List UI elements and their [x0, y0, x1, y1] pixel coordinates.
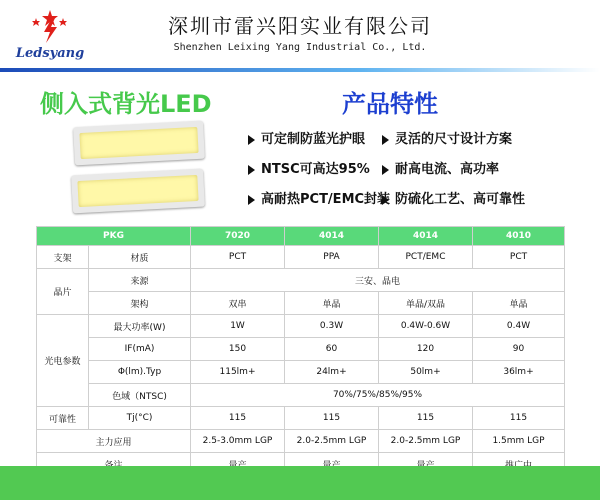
company-name-cn: 深圳市雷兴阳实业有限公司 — [168, 14, 432, 38]
value-cell: 0.3W — [285, 315, 379, 338]
value-cell: PCT — [473, 246, 565, 269]
table-row — [37, 292, 565, 315]
row-label: 架构 — [89, 292, 191, 315]
product-title: 侧入式背光LED — [40, 90, 212, 118]
table-row — [37, 315, 565, 338]
value-cell: 70%/75%/85%/95% — [191, 384, 565, 407]
value-cell: PCT — [191, 246, 285, 269]
company-logo — [8, 8, 92, 64]
value-cell: 单晶 — [473, 292, 565, 315]
value-cell: 115 — [191, 407, 285, 430]
value-cell: 36lm+ — [473, 361, 565, 384]
row-label: 最大功率(W) — [89, 315, 191, 338]
header-cell: 4014 — [285, 227, 379, 246]
header-cell: 4010 — [473, 227, 565, 246]
header-divider — [0, 68, 600, 72]
table-row — [37, 384, 565, 407]
table-row — [37, 430, 565, 453]
table-row — [37, 361, 565, 384]
value-cell: 115 — [379, 407, 473, 430]
features-title: 产品特性 — [342, 90, 438, 118]
value-cell: 120 — [379, 338, 473, 361]
logo-text: Ledsyang — [15, 46, 85, 61]
led-product-image-1 — [73, 121, 205, 166]
led-product-image-2 — [71, 169, 205, 214]
value-cell: 单晶 — [285, 292, 379, 315]
value-cell: 2.0-2.5mm LGP — [379, 430, 473, 453]
value-cell: 0.4W-0.6W — [379, 315, 473, 338]
value-cell: 2.0-2.5mm LGP — [285, 430, 379, 453]
feature-item: NTSC可高达95% — [248, 158, 370, 177]
category-cell: 支架 — [37, 246, 89, 269]
value-cell: 1W — [191, 315, 285, 338]
table-header-row — [37, 227, 565, 246]
header-cell: PKG — [37, 227, 191, 246]
value-cell: 115 — [473, 407, 565, 430]
row-label: IF(mA) — [89, 338, 191, 361]
logo-mark-icon — [30, 8, 70, 44]
value-cell: 1.5mm LGP — [473, 430, 565, 453]
value-cell: 单晶/双晶 — [379, 292, 473, 315]
category-cell: 晶片 — [37, 269, 89, 315]
arrow-icon — [248, 195, 255, 205]
value-cell: PCT/EMC — [379, 246, 473, 269]
footer-bar — [0, 466, 600, 500]
value-cell: 三安、晶电 — [191, 269, 565, 292]
value-cell: 0.4W — [473, 315, 565, 338]
feature-item: 可定制防蓝光护眼 — [248, 128, 365, 147]
company-name-en: Shenzhen Leixing Yang Industrial Co., Ltd. — [173, 42, 427, 53]
feature-item: 防硫化工艺、高可靠性 — [382, 188, 525, 207]
value-cell: 50lm+ — [379, 361, 473, 384]
table-row — [37, 407, 565, 430]
table-row — [37, 338, 565, 361]
row-label: 色域（NTSC) — [89, 384, 191, 407]
value-cell: 90 — [473, 338, 565, 361]
arrow-icon — [248, 165, 255, 175]
header — [0, 0, 600, 72]
category-cell: 光电参数 — [37, 315, 89, 407]
category-cell: 可靠性 — [37, 407, 89, 430]
header-cell: 4014 — [379, 227, 473, 246]
value-cell: 60 — [285, 338, 379, 361]
table-row — [37, 246, 565, 269]
row-label: 主力应用 — [37, 430, 191, 453]
row-label: Tj(°C) — [89, 407, 191, 430]
header-cell: 7020 — [191, 227, 285, 246]
arrow-icon — [382, 165, 389, 175]
arrow-icon — [382, 135, 389, 145]
value-cell: 115lm+ — [191, 361, 285, 384]
arrow-icon — [382, 195, 389, 205]
row-label: 来源 — [89, 269, 191, 292]
feature-item: 耐高电流、高功率 — [382, 158, 499, 177]
value-cell: 150 — [191, 338, 285, 361]
arrow-icon — [248, 135, 255, 145]
table-row — [37, 269, 565, 292]
value-cell: 双串 — [191, 292, 285, 315]
spec-table — [36, 226, 565, 476]
feature-item: 高耐热PCT/EMC封装 — [248, 188, 390, 207]
row-label: 材质 — [89, 246, 191, 269]
value-cell: 24lm+ — [285, 361, 379, 384]
value-cell: 115 — [285, 407, 379, 430]
row-label: Φ(lm).Typ — [89, 361, 191, 384]
value-cell: PPA — [285, 246, 379, 269]
value-cell: 2.5-3.0mm LGP — [191, 430, 285, 453]
feature-item: 灵活的尺寸设计方案 — [382, 128, 512, 147]
